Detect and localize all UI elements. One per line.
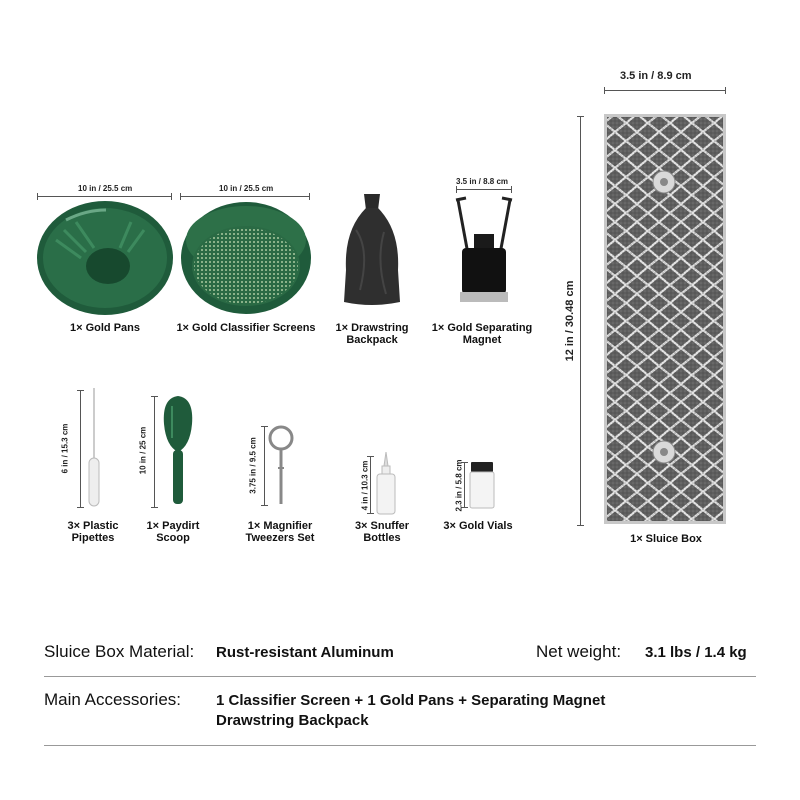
- pipettes-dim: 6 in / 15.3 cm: [60, 423, 70, 474]
- magnet-label-1: 1× Gold Separating: [431, 322, 533, 334]
- tweezers-dim: 3.75 in / 9.5 cm: [248, 437, 258, 494]
- accessories-label: Main Accessories:: [44, 690, 181, 709]
- weight-value: 3.1 lbs / 1.4 kg: [645, 644, 747, 661]
- bottles-label-1: 3× Snuffer: [354, 520, 410, 532]
- tweezers-image: [266, 424, 296, 508]
- bottles-dim: 4 in / 10.3 cm: [360, 460, 370, 511]
- material-label: Sluice Box Material:: [44, 642, 195, 661]
- pipettes-label-2: Pipettes: [71, 532, 115, 544]
- sluice-height-dim: 12 in / 30.48 cm: [564, 280, 576, 362]
- accessories-line-2: Drawstring Backpack: [216, 712, 369, 729]
- scoop-dim: 10 in / 25 cm: [138, 426, 148, 475]
- weight-label: Net weight:: [536, 642, 622, 661]
- pipettes-image: [86, 388, 102, 510]
- sluice-width-dim: 3.5 in / 8.9 cm: [620, 70, 692, 82]
- vials-dim: 2.3 in / 5.8 cm: [454, 459, 464, 512]
- divider-1: [44, 676, 756, 677]
- sluice-image: [604, 114, 726, 524]
- bottles-image: [374, 452, 398, 516]
- scoop-label-2: Scoop: [156, 532, 190, 544]
- gold-pan-dim: 10 in / 25.5 cm: [78, 184, 133, 193]
- magnet-image: [452, 196, 516, 308]
- scoop-label-1: 1× Paydirt: [146, 520, 200, 532]
- magnet-dim: 3.5 in / 8.8 cm: [456, 177, 509, 186]
- classifier-dim: 10 in / 25.5 cm: [219, 184, 274, 193]
- backpack-image: [340, 190, 404, 310]
- backpack-label-2: Backpack: [346, 334, 398, 346]
- scoop-image: [160, 394, 196, 508]
- gold-pan-dim-line: [37, 196, 172, 197]
- divider-2: [44, 745, 756, 746]
- classifier-label: 1× Gold Classifier Screens: [176, 322, 316, 334]
- vials-image: [468, 462, 496, 510]
- magnet-label-2: Magnet: [462, 334, 502, 346]
- material-value: Rust-resistant Aluminum: [216, 644, 394, 661]
- bottles-label-2: Bottles: [363, 532, 401, 544]
- backpack-label-1: 1× Drawstring: [335, 322, 409, 334]
- sluice-label: 1× Sluice Box: [630, 533, 702, 545]
- tweezers-label-2: Tweezers Set: [245, 532, 315, 544]
- classifier-image: [180, 200, 312, 318]
- gold-pan-label: 1× Gold Pans: [70, 322, 140, 334]
- gold-pan-image: [36, 200, 174, 318]
- tweezers-label-1: 1× Magnifier: [247, 520, 313, 532]
- accessories-line-1: 1 Classifier Screen + 1 Gold Pans + Separating Magnet: [216, 692, 606, 709]
- pipettes-label-1: 3× Plastic: [67, 520, 119, 532]
- vials-label: 3× Gold Vials: [443, 520, 513, 532]
